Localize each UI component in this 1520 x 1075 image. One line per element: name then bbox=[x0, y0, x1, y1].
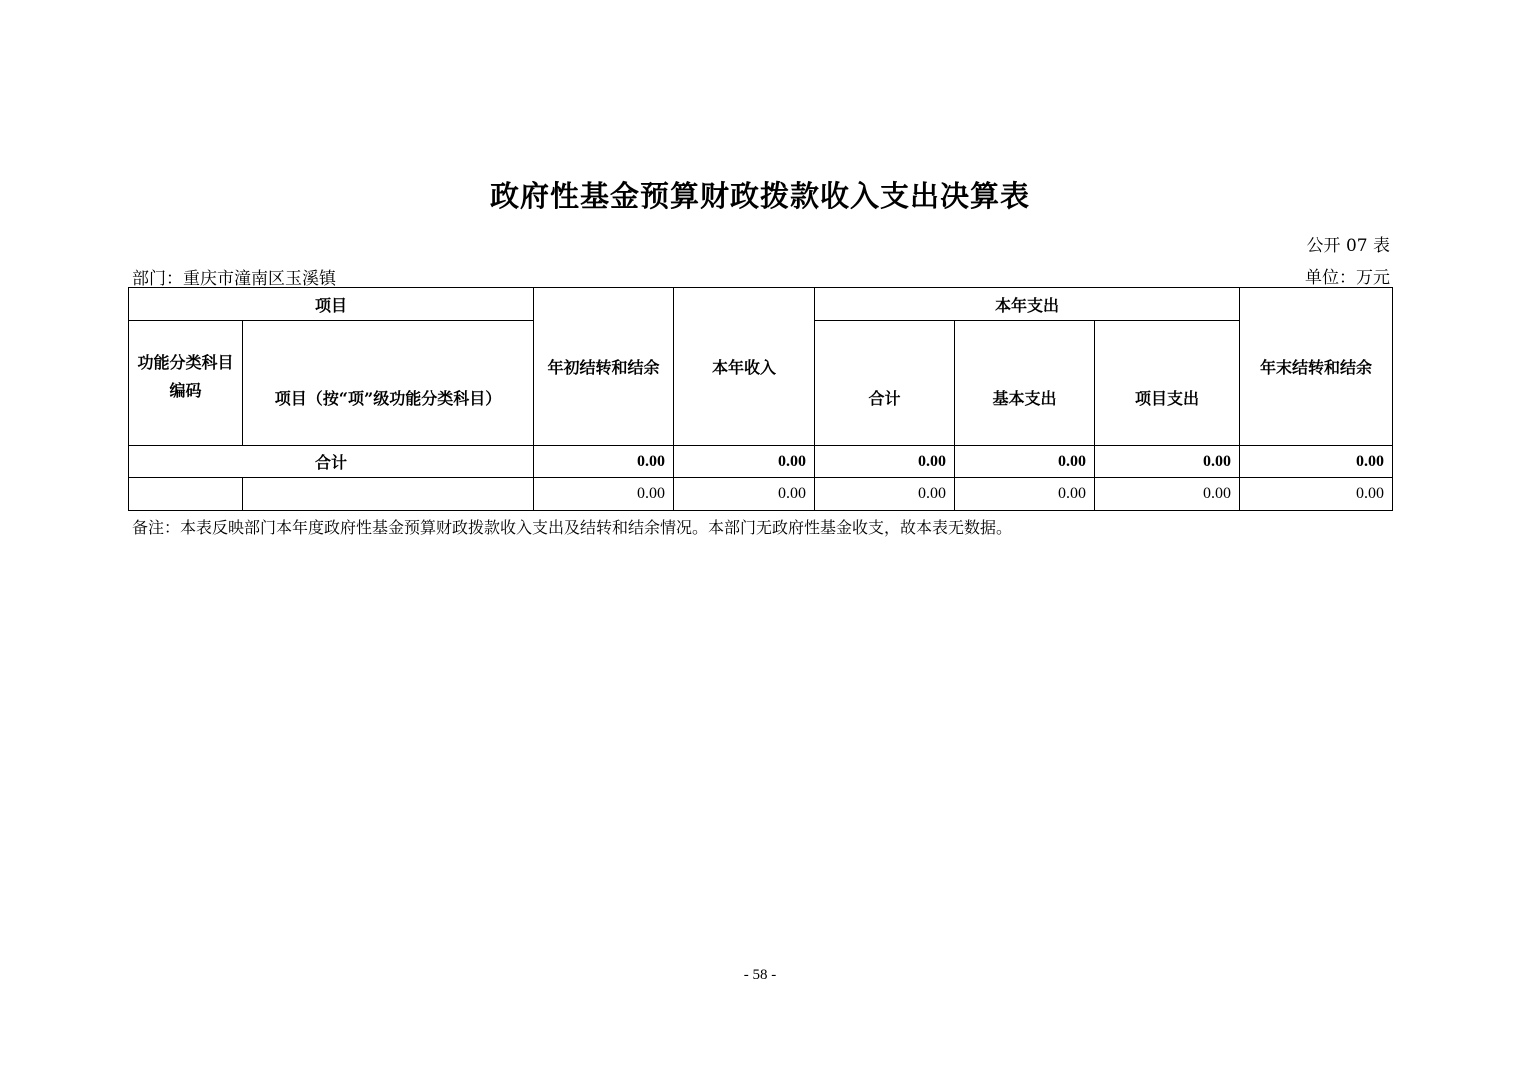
report-table bbox=[128, 287, 1393, 511]
total-row bbox=[129, 446, 1393, 478]
header-project-expense: 项目支出 bbox=[1095, 321, 1240, 446]
header-func-code: 功能分类科目编码 bbox=[129, 321, 243, 446]
total-opening-balance: 0.00 bbox=[534, 446, 674, 478]
header-expense-total: 合计 bbox=[815, 321, 955, 446]
row-expense-total: 0.00 bbox=[815, 478, 955, 511]
department-label: 部门：重庆市潼南区玉溪镇 bbox=[132, 269, 336, 289]
total-project-expense: 0.00 bbox=[1095, 446, 1240, 478]
total-basic-expense: 0.00 bbox=[955, 446, 1095, 478]
total-current-income: 0.00 bbox=[674, 446, 815, 478]
header-opening-balance: 年初结转和结余 bbox=[534, 288, 674, 446]
total-closing-balance: 0.00 bbox=[1240, 446, 1393, 478]
row-project-expense: 0.00 bbox=[1095, 478, 1240, 511]
header-project-name: 项目（按“项”级功能分类科目） bbox=[243, 321, 534, 446]
total-expense-total: 0.00 bbox=[815, 446, 955, 478]
row-func-code bbox=[129, 478, 243, 511]
row-basic-expense: 0.00 bbox=[955, 478, 1095, 511]
row-closing-balance: 0.00 bbox=[1240, 478, 1393, 511]
table-row bbox=[129, 478, 1393, 511]
header-current-income: 本年收入 bbox=[674, 288, 815, 446]
header-current-expense-group: 本年支出 bbox=[815, 288, 1240, 321]
unit-label: 单位：万元 bbox=[1305, 268, 1390, 288]
total-label: 合计 bbox=[129, 446, 534, 478]
header-basic-expense: 基本支出 bbox=[955, 321, 1095, 446]
footnote: 备注：本表反映部门本年度政府性基金预算财政拨款收入支出及结转和结余情况。本部门无政府性基金收支，故本表无数据。 bbox=[132, 518, 1013, 537]
row-opening-balance: 0.00 bbox=[534, 478, 674, 511]
row-current-income: 0.00 bbox=[674, 478, 815, 511]
page-title: 政府性基金预算财政拨款收入支出决算表 bbox=[489, 179, 1030, 213]
header-project-group: 项目 bbox=[129, 288, 534, 321]
page-number: - 58 - bbox=[743, 967, 777, 983]
header-closing-balance: 年末结转和结余 bbox=[1240, 288, 1393, 446]
header-row-1 bbox=[129, 288, 1393, 321]
form-number: 公开 07 表 bbox=[1306, 236, 1390, 256]
row-project-name bbox=[243, 478, 534, 511]
